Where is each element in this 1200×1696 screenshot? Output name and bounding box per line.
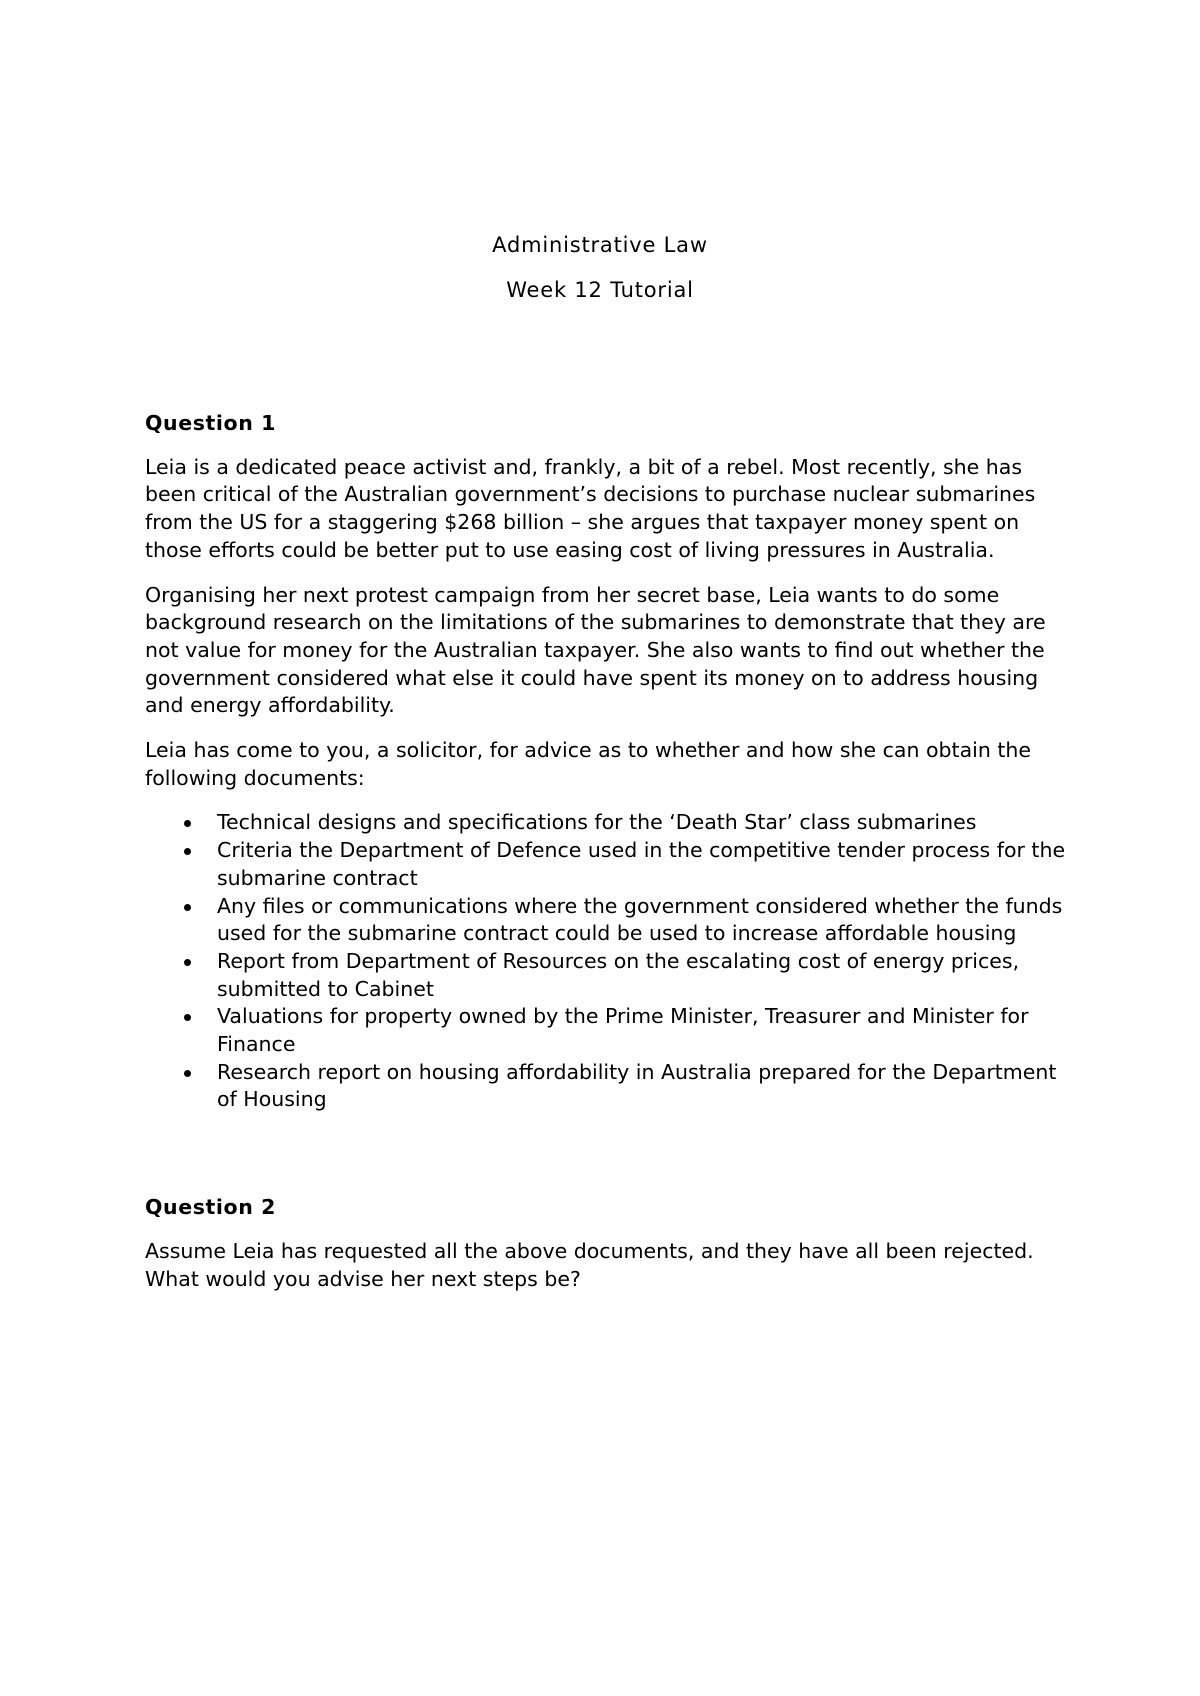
question-2-paragraph: Assume Leia has requested all the above documents, and they have all been rejected. What would you advise her next steps be? [145,1238,1034,1291]
question-1-paragraph: Leia has come to you, a solicitor, for advice as to whether and how she can obtain the following documents: [145,738,1031,790]
list-item [145,809,1075,837]
question-1-paragraph: Organising her next protest campaign from her secret base, Leia wants to do some background research on the limitations of the submarines to demonstrate that they are not value for money for the Australian taxpayer. She also wants to find out whether the government considered what else it could have spent its money on to address housing and energy affordability. [145,582,1046,718]
bullet-icon [184,904,191,911]
list-item [145,837,1075,892]
list-item-text: Any files or communications where the government considered whether the funds used for the submarine contract could be used to increase affordable housing [217,893,1063,946]
document-subtitle: Week 12 Tutorial [506,278,694,302]
question-1-heading: Question 1 [145,411,277,435]
list-item [145,893,1075,948]
list-item [145,948,1075,1003]
bullet-icon [184,820,191,827]
bullet-icon [184,848,191,855]
list-item-text: Technical designs and specifications for the ‘Death Star’ class submarines [217,810,977,835]
documents-list [145,809,1075,1114]
question-1-paragraph: Leia is a dedicated peace activist and, frankly, a bit of a rebel. Most recently, she has been critical of the Australian government’s decisions to purchase nuclear submarines from the US for a staggering $268 billion – she argues that taxpayer money spent on those efforts could be better put to use easing cost of living pressures in Australia. [145,454,1036,562]
question-2-heading: Question 2 [145,1195,277,1220]
list-item-text: Valuations for property owned by the Prime Minister, Treasurer and Minister for Finance [217,1004,1029,1057]
list-item [145,1059,1075,1114]
document-title: Administrative Law [492,233,708,257]
list-item-text: Criteria the Department of Defence used in the competitive tender process for the submarine contract [217,838,1066,890]
list-item-text: Research report on housing affordability in Australia prepared for the Department of Housing [217,1059,1057,1112]
list-item-text: Report from Department of Resources on the escalating cost of energy prices, submitted to Cabinet [217,948,1020,1001]
bullet-icon [184,1070,191,1077]
document-body [145,410,1075,1310]
list-item [145,1003,1075,1058]
bullet-icon [184,1014,191,1021]
bullet-icon [184,959,191,966]
